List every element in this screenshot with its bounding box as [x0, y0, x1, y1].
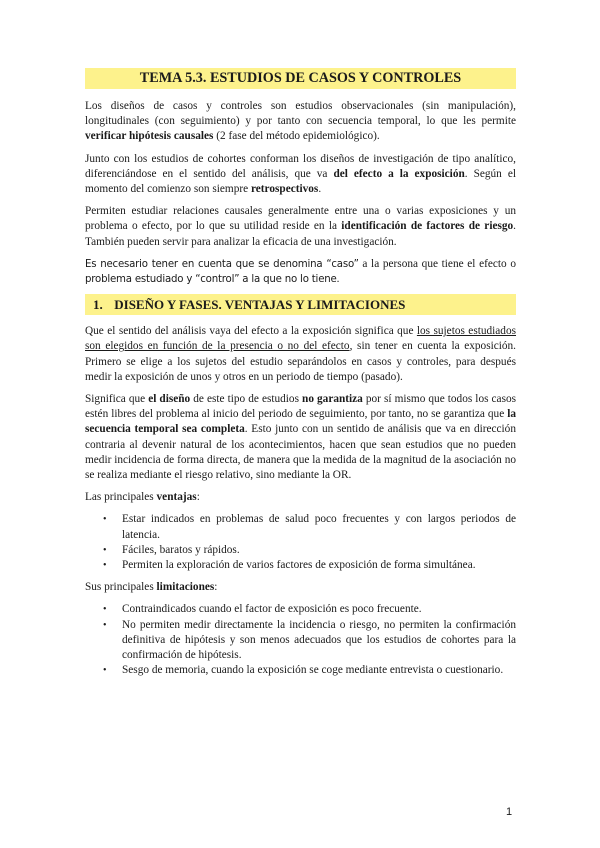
list-item-text: Permiten la exploración de varios factores de exposición de forma simultánea. [122, 559, 476, 572]
list-item-text: Sesgo de memoria, cuando la exposición se coge mediante entrevista o cuestionario. [122, 664, 504, 677]
list-item-text: Fáciles, baratos y rápidos. [122, 543, 240, 556]
text-run: Los diseños de casos y controles son estudios observacionales (sin manipulación), longitudinales (con seguimiento) y por tanto con secuencia temporal, lo que les permite [85, 100, 516, 128]
text-run: . [336, 273, 340, 286]
text-run: Es necesario tener en cuenta que se denomina “caso” [85, 258, 359, 270]
limitaciones-intro [85, 580, 516, 595]
bullet-icon: • [103, 665, 107, 677]
section-number: 1. [93, 297, 103, 313]
bold-run: la secuencia temporal sea completa [85, 408, 516, 436]
list-item [85, 618, 516, 664]
text-run: (2 fase del método epidemiológico). [213, 130, 380, 143]
text-run: problema estudiado y “control” a la que no lo tiene [85, 274, 337, 286]
bullet-icon: • [103, 619, 107, 631]
bullet-icon: • [103, 514, 107, 526]
bold-run: limitaciones [156, 581, 215, 594]
bold-run: no garantiza [302, 393, 363, 406]
text-run: a la persona que tiene el efecto o [358, 257, 516, 270]
bold-run: del efecto a la exposición [333, 167, 465, 180]
list-item [85, 602, 516, 617]
intro-paragraph-1 [85, 99, 516, 145]
list-item [85, 543, 516, 558]
list-item-text: Estar indicados en problemas de salud poco frecuentes y con largos periodos de latencia. [122, 513, 516, 541]
text-run: Las principales [85, 491, 157, 504]
section-heading [85, 294, 516, 315]
text-run: : [196, 491, 200, 504]
list-item [85, 512, 516, 542]
intro-paragraph-2 [85, 152, 516, 198]
text-run: . [318, 183, 322, 196]
underlined-run: los sujetos estudiados son elegidos en función de la presencia o no del efecto [85, 325, 517, 353]
text-run: por sí mismo que todos los casos estén libres del problema al inicio del periodo de seguimiento, por tanto, no se garantiza que [85, 393, 517, 421]
intro-paragraph-3 [85, 204, 516, 250]
text-run: . Esto junto con un sentido de análisis que va en dirección contraria al devenir natural de los acontecimientos, hacen que sean estudios que no pueden medir incidencia de forma directa, de manera que la medida de la magnitud de la asociación no se realiza mediante el riesgo relativo, sino mediante la OR. [85, 423, 516, 482]
section-heading-text: DISEÑO Y FASES. VENTAJAS Y LIMITACIONES [114, 297, 406, 313]
section-paragraph-2 [85, 392, 516, 483]
text-run: : [214, 581, 218, 594]
bullet-icon: • [103, 604, 107, 616]
text-run: Significa que [85, 393, 149, 406]
list-item [85, 558, 516, 573]
document-page [85, 68, 516, 686]
bold-run: ventajas [156, 491, 197, 504]
section-paragraph-1 [85, 324, 516, 385]
list-item-text: Contraindicados cuando el factor de exposición es poco frecuente. [122, 603, 422, 616]
bold-run: verificar hipótesis causales [85, 130, 214, 143]
bullet-icon: • [103, 560, 107, 572]
bold-run: el diseño [148, 393, 191, 406]
text-run: Que el sentido del análisis vaya del efecto a la exposición significa que [85, 325, 417, 338]
bullet-icon: • [103, 544, 107, 556]
list-item-text: No permiten medir directamente la incidencia o riesgo, no permiten la confirmación definitiva de hipótesis y son menos adecuados que los estudios de cohortes para la confirmación de hipótesis. [122, 618, 516, 662]
bold-run: identificación de factores de riesgo [341, 220, 514, 233]
intro-paragraph-4 [85, 257, 516, 287]
page-title [85, 68, 516, 89]
text-run: Sus principales [85, 581, 157, 594]
text-run: , sin tener en cuenta la exposición. Primero se elige a los sujetos del estudio separándolos en casos y controles, para después medir la exposición de unos y otros en un periodo de tiempo (pasado). [85, 340, 517, 383]
limitaciones-list [85, 602, 516, 678]
text-run: de este tipo de estudios [190, 393, 303, 406]
list-item [85, 663, 516, 678]
text-run: Permiten estudiar relaciones causales generalmente entre una o varias exposiciones y un problema o efecto, por lo que su utilidad reside en la [85, 205, 516, 233]
bold-run: retrospectivos [250, 183, 319, 196]
page-title-text: TEMA 5.3. ESTUDIOS DE CASOS Y CONTROLES [139, 70, 462, 86]
ventajas-intro [85, 490, 516, 505]
text-run: . También pueden servir para analizar la eficacia de una investigación. [85, 220, 516, 248]
page-number: 1 [506, 806, 513, 818]
text-run: . Según el momento del comienzo son siempre [85, 167, 516, 196]
text-run: Junto con los estudios de cohortes conforman los diseños de investigación de tipo analítico, diferenciándose en el sentido del análisis, que va [85, 152, 516, 180]
ventajas-list [85, 512, 516, 573]
